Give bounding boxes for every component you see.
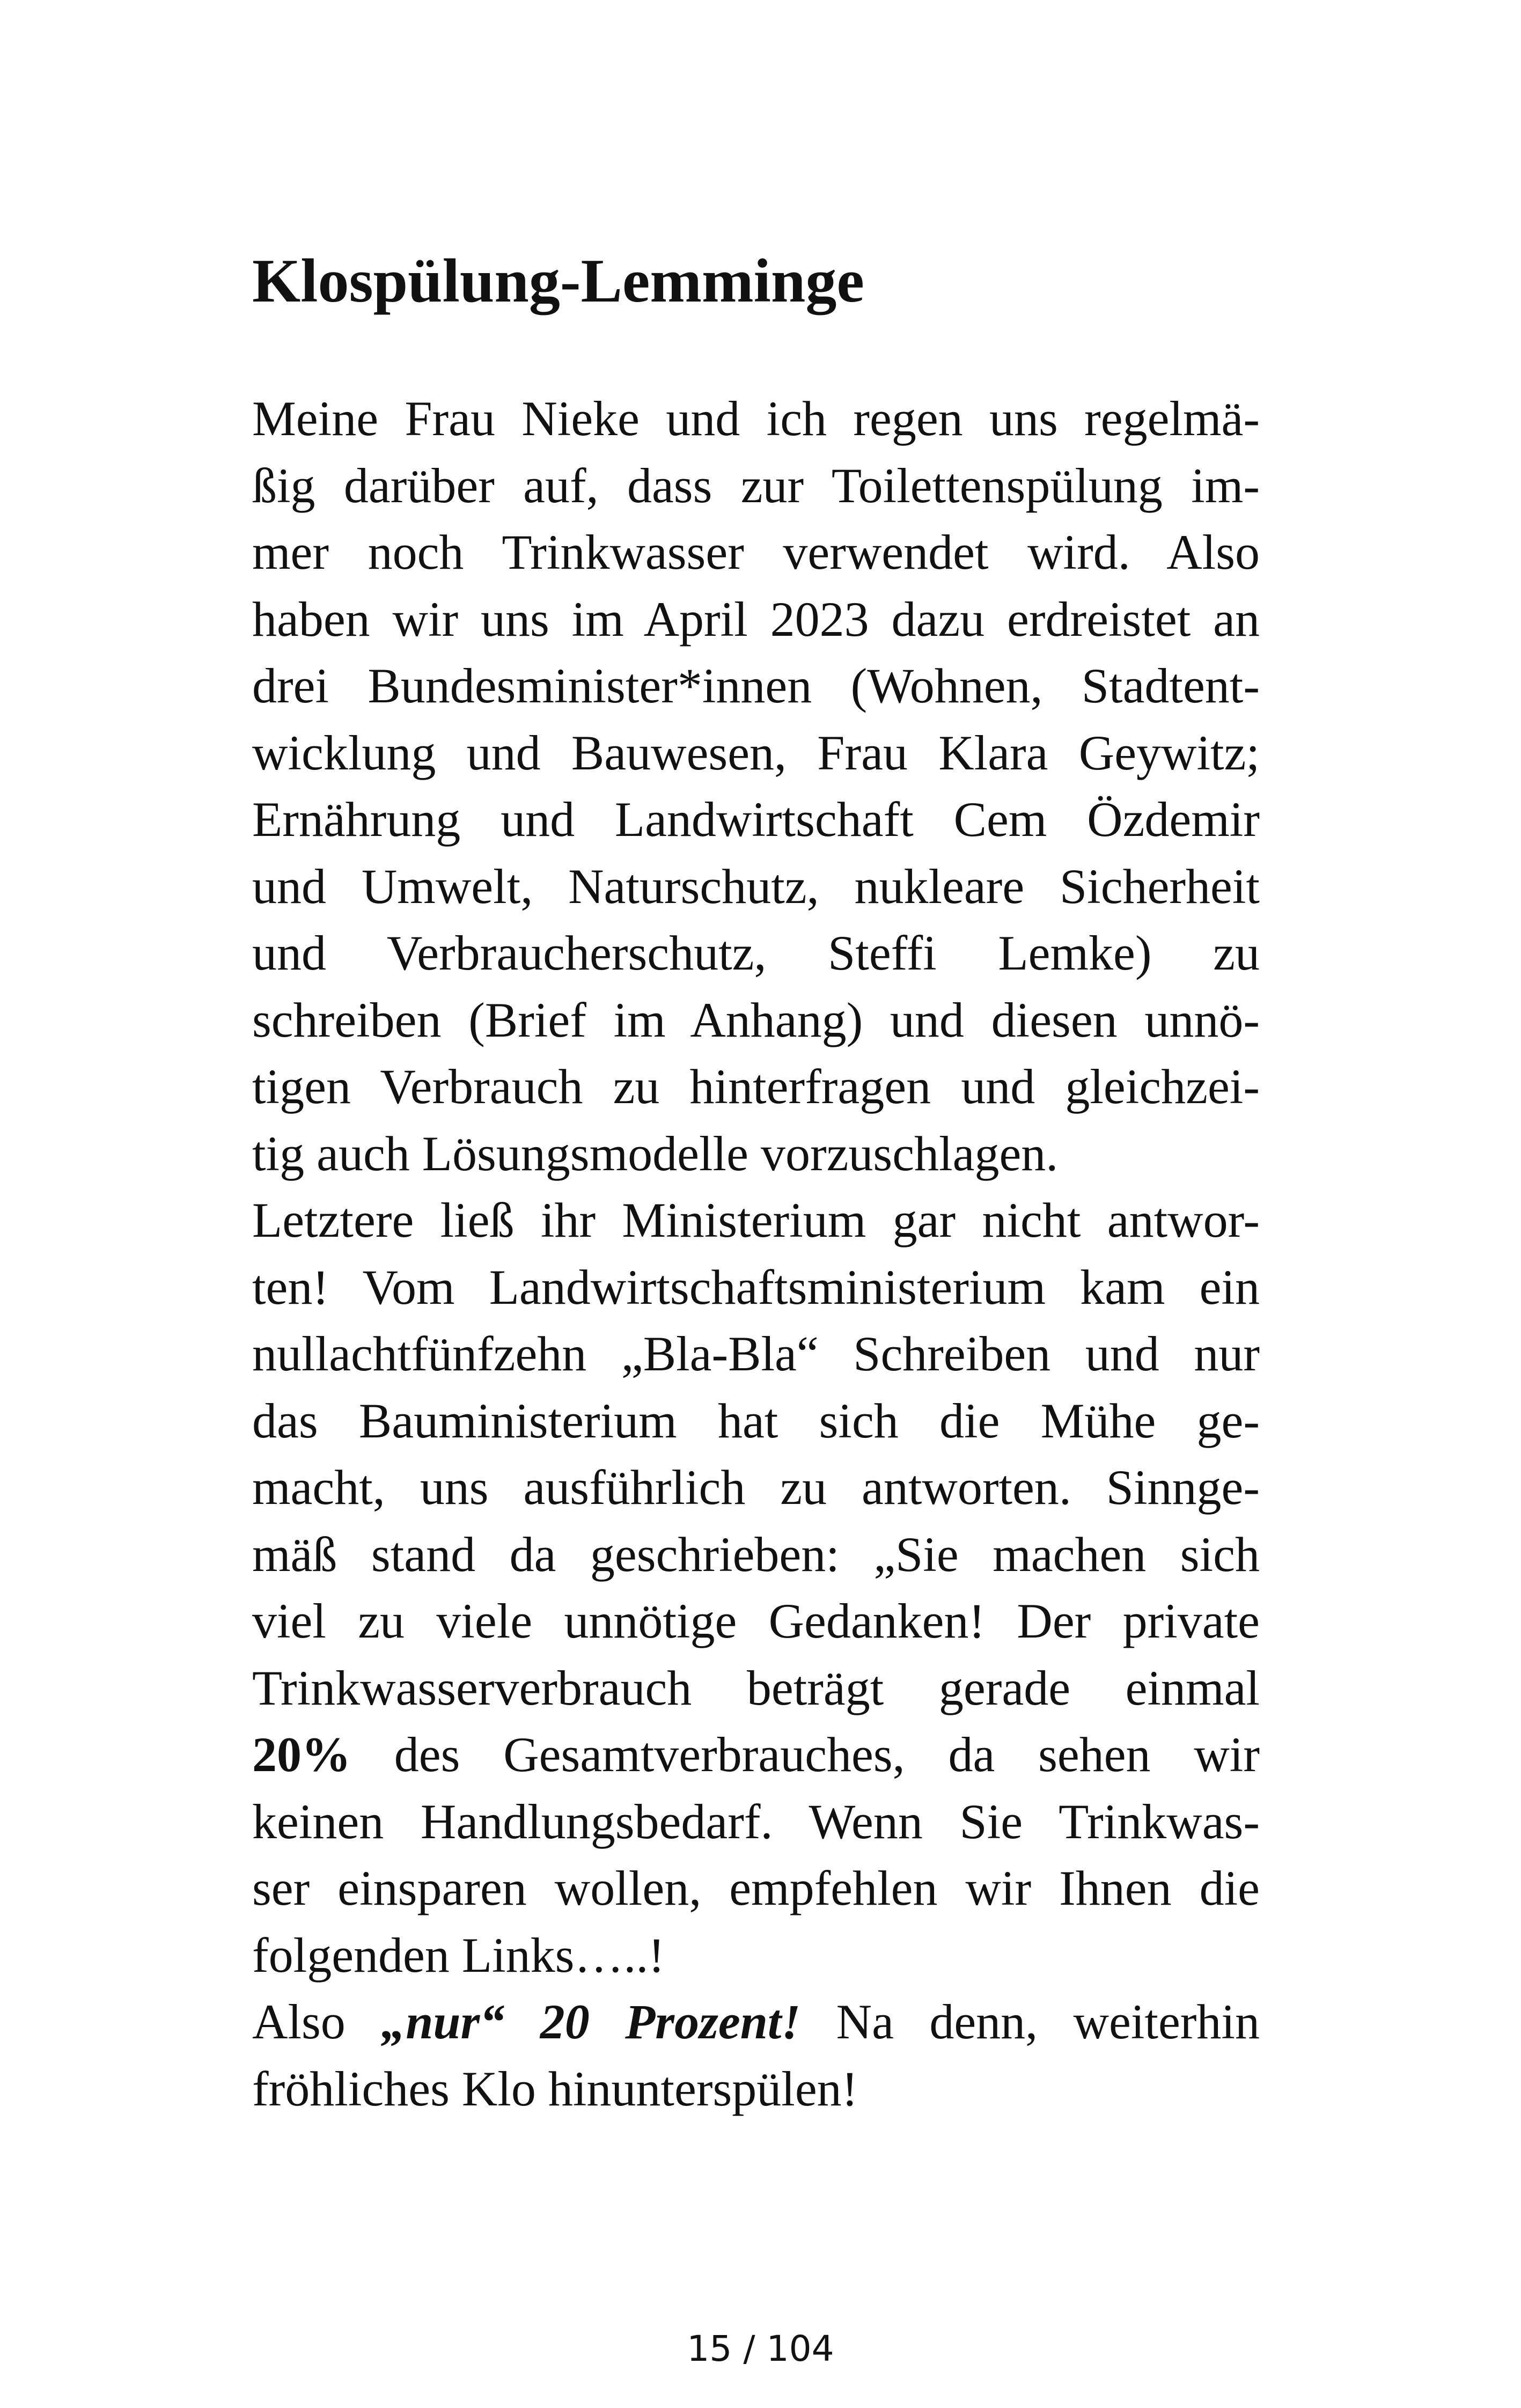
text-line: macht, uns ausführlich zu antworten. Sinnge-	[252, 1460, 1260, 1515]
text-line-percentage	[252, 1721, 1260, 1788]
bold-percentage: 20%	[252, 1727, 351, 1782]
text-line: Meine Frau Nieke und ich regen uns regelmä-	[252, 391, 1260, 446]
line-rest: des Gesamtverbrauches, da sehen wir	[351, 1727, 1260, 1782]
text-line: Trinkwasserverbrauch beträgt gerade einmal	[252, 1660, 1260, 1715]
text-line: nullachtfünfzehn „Bla-Bla“ Schreiben und nur	[252, 1326, 1260, 1381]
line-pre: Also	[252, 1994, 381, 2049]
text-line: drei Bundesminister*innen (Wohnen, Stadtent-	[252, 658, 1260, 713]
emphasis-text: „nur“ 20 Prozent!	[381, 1994, 801, 2049]
text-line: Ernährung und Landwirtschaft Cem Özdemir	[252, 792, 1260, 847]
chapter-title: Klospülung-Lemminge	[252, 247, 864, 315]
page-number: 15 / 104	[687, 2328, 834, 2369]
text-line: tig auch Lösungsmodelle vorzuschlagen.	[252, 1126, 1059, 1181]
text-line: wicklung und Bauwesen, Frau Klara Geywitz;	[252, 725, 1260, 780]
text-line: haben wir uns im April 2023 dazu erdreistet an	[252, 591, 1260, 647]
text-line: Letztere ließ ihr Ministerium gar nicht antwor-	[252, 1193, 1260, 1247]
text-line: ser einsparen wollen, empfehlen wir Ihnen die	[252, 1861, 1260, 1915]
text-line: mer noch Trinkwasser verwendet wird. Also	[252, 525, 1260, 579]
text-line: viel zu viele unnötige Gedanken! Der private	[252, 1594, 1260, 1648]
text-line: schreiben (Brief im Anhang) und diesen unnö-	[252, 992, 1260, 1047]
text-line: folgenden Links…..!	[252, 1927, 665, 1983]
text-line: keinen Handlungsbedarf. Wenn Sie Trinkwas-	[252, 1794, 1260, 1849]
text-line: mäß stand da geschrieben: „Sie machen sich	[252, 1526, 1260, 1582]
text-line-emphasis	[252, 1988, 1260, 2055]
text-line: und Verbraucherschutz, Steffi Lemke) zu	[252, 926, 1260, 980]
text-line: ßig darüber auf, dass zur Toilettenspülung im-	[252, 458, 1260, 513]
text-line: fröhliches Klo hinunterspülen!	[252, 2061, 858, 2116]
text-line: das Bauministerium hat sich die Mühe ge-	[252, 1393, 1260, 1448]
chapter-body	[252, 385, 1260, 2122]
text-line: ten! Vom Landwirtschaftsministerium kam ein	[252, 1259, 1260, 1315]
text-line: und Umwelt, Naturschutz, nukleare Sicherheit	[252, 858, 1260, 914]
line-post: Na denn, weiterhin	[800, 1994, 1260, 2049]
text-line: tigen Verbrauch zu hinterfragen und gleichzei-	[252, 1059, 1260, 1114]
